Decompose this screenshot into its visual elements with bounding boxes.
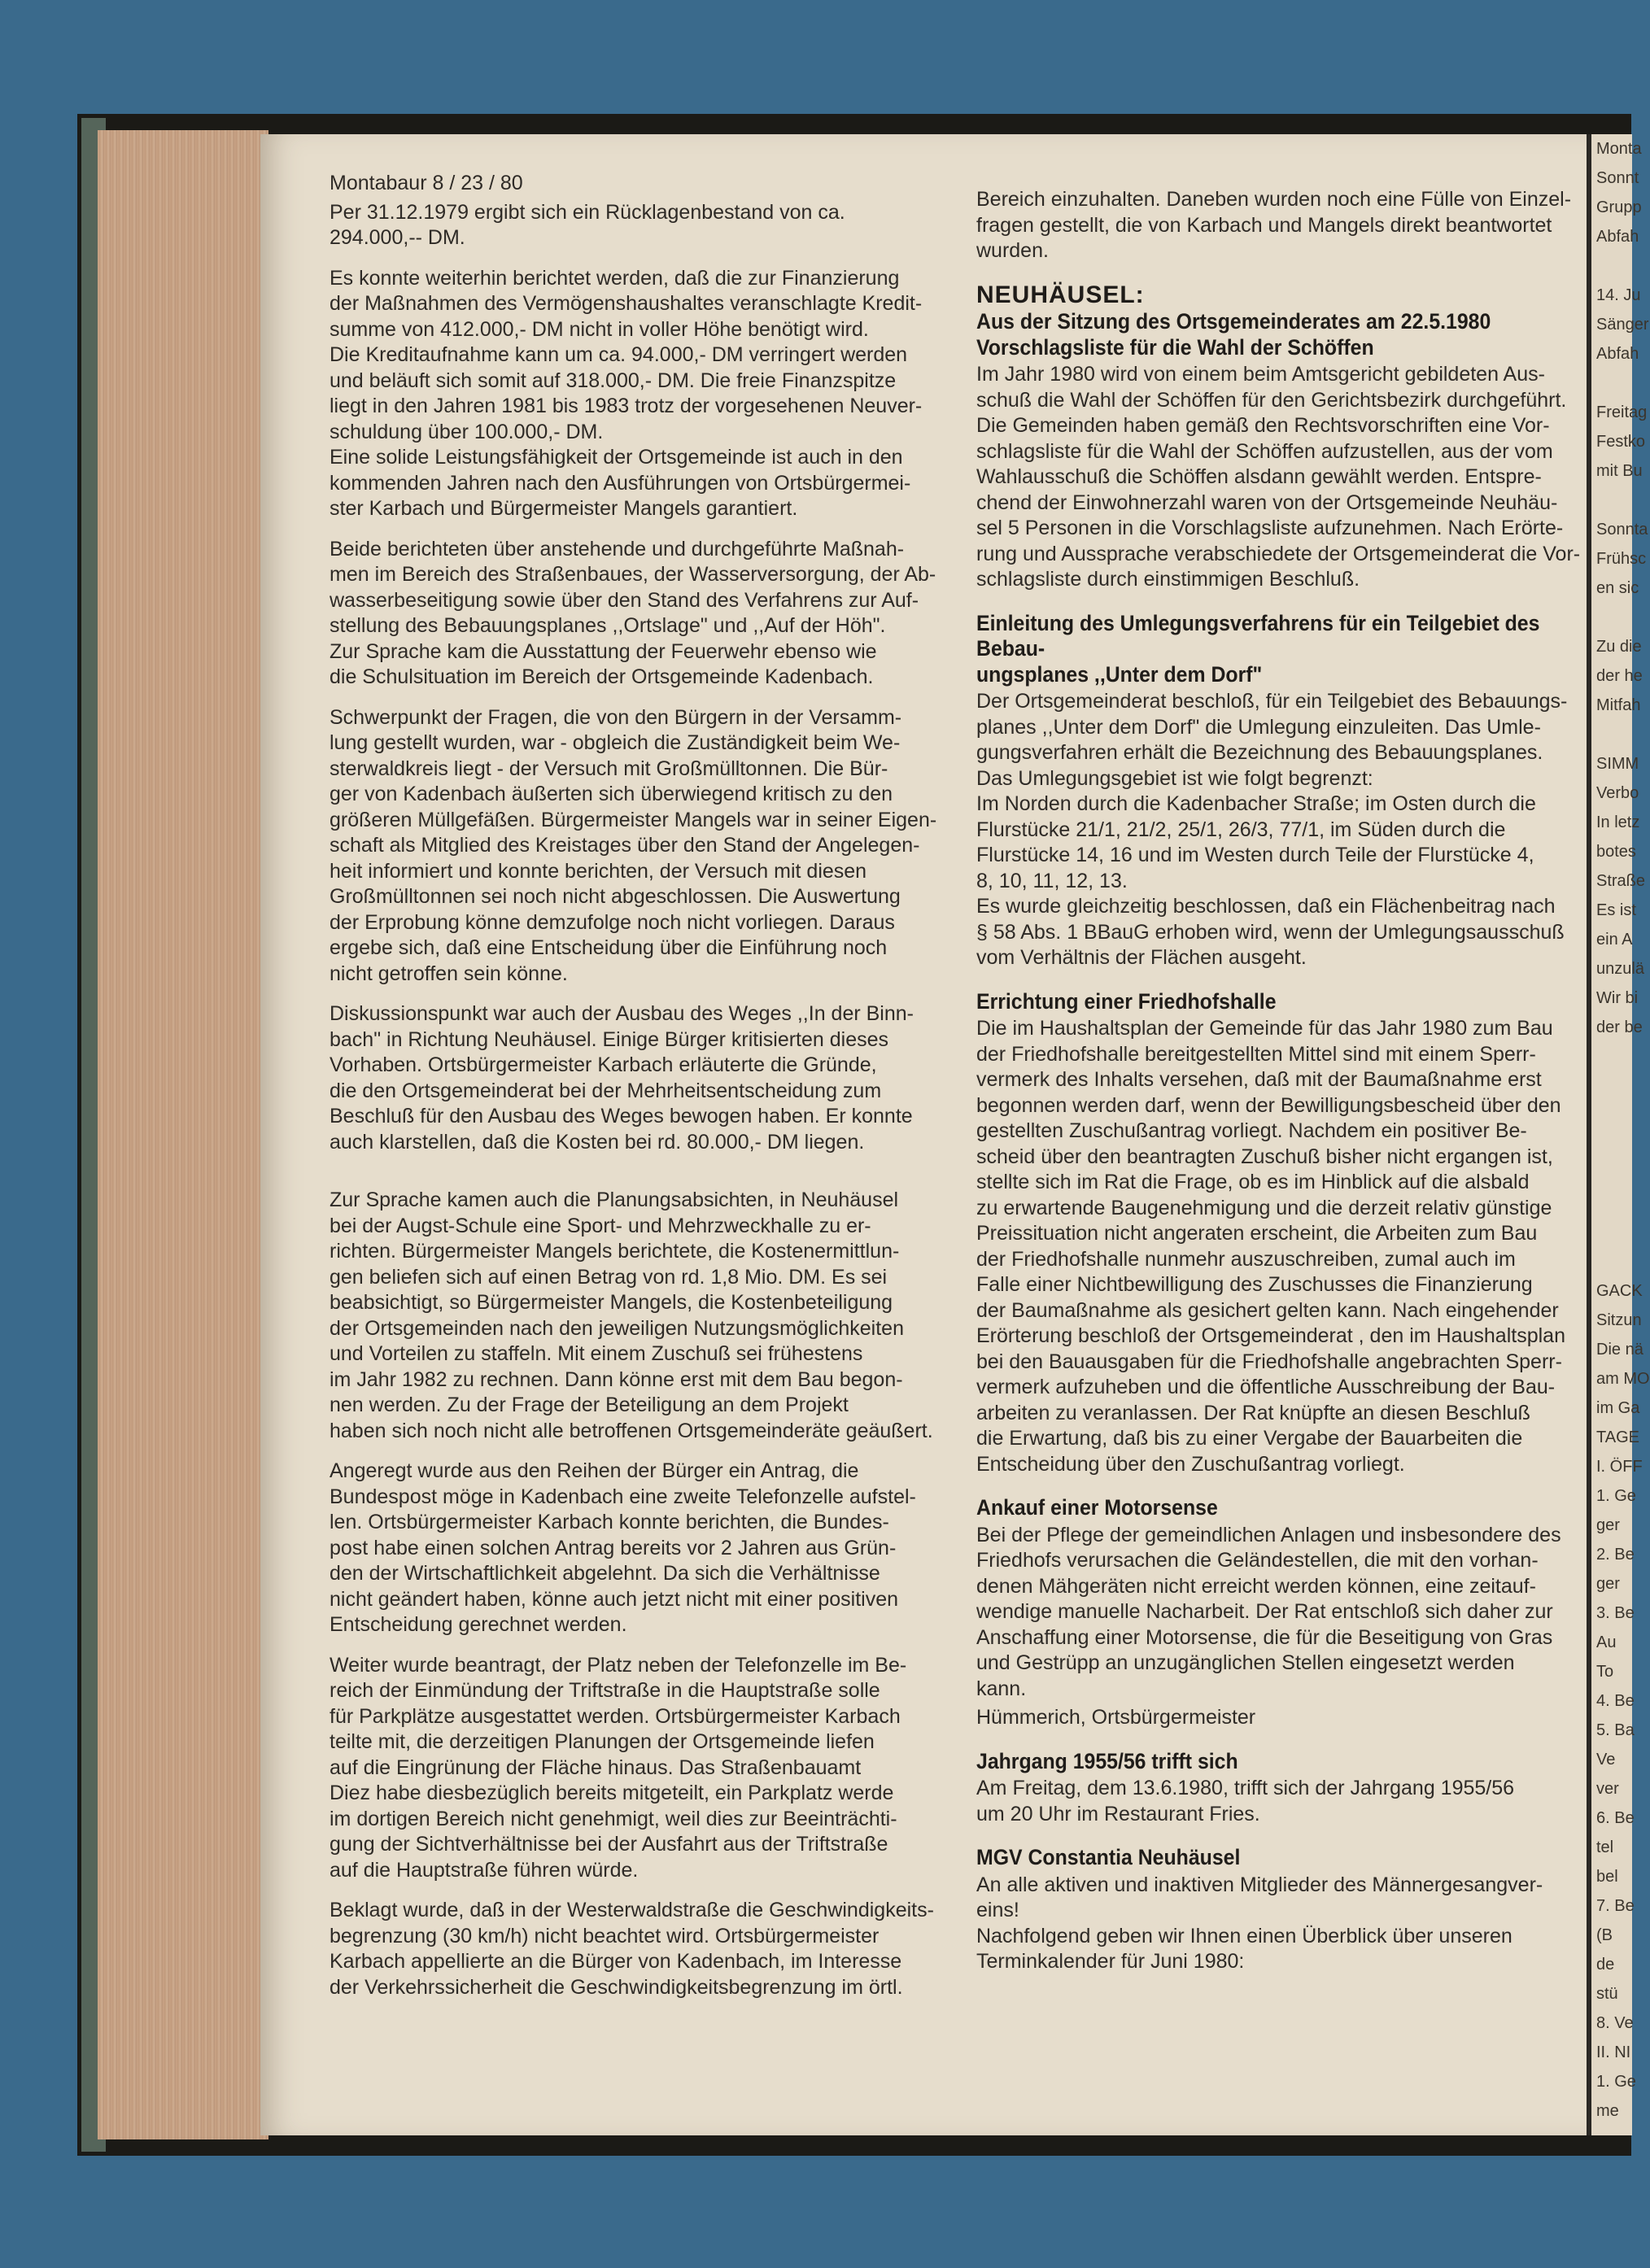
next-page-edge: [1587, 134, 1650, 2135]
next-page-fragment: ein A: [1596, 931, 1633, 949]
next-page-fragment: [1591, 1247, 1632, 1276]
next-page-fragment: 2. Be: [1596, 1546, 1635, 1564]
next-page-fragment: Die nä: [1596, 1341, 1643, 1359]
paragraph: Zur Sprache kamen auch die Planungsabsichten, in Neuhäusel bei der Augst-Schule eine Sport- und Mehrzweckhalle zu er- richten. Bürgermeister Mangels berichtete, die Kostenermittlun- gen beliefen sich auf einen Betrag von rd. 1,8 Mio. DM. Es sei beabsichtigt, so Bürgermeister Mangels, die Kostenbeteiligung der Ortsgemeinden nach den jeweiligen Nutzungsmöglichkeiten und Vorteilen zu staffeln. Mit einem Zuschuß sei frühestens im Jahr 1982 zu rechnen. Dann könne erst mit dem Bau begon- nen werden. Zu der Frage der Beteiligung an dem Projekt haben sich noch nicht alle betroffenen Ortsgemeinderäte geäußert.: [330, 1189, 933, 1442]
next-page-fragment: 8. Ve: [1596, 2014, 1634, 2032]
next-page-fragment: [1591, 486, 1632, 515]
paragraph: Es konnte weiterhin berichtet werden, daß die zur Finanzierung der Maßnahmen des Vermögenshaushaltes veranschlagte Kredit- summe von 412.000,- DM nicht in voller Höhe benötigt wird. Die Kreditaufnahme kann um ca. 94.000,- DM verringert werden und beläuft sich somit auf 318.000,- DM. Die freie Finanzspitze liegt in den Jahren 1981 bis 1983 trotz der vorgesehenen Neuver- schuldung über 100.000,- DM. Eine solide Leistungsfähigkeit der Ortsgemeinde ist auch in den kommenden Jahren nach den Ausführungen von Ortsbürgermei- ster Karbach und Bürgermeister Mangels garantiert.: [330, 266, 923, 520]
next-page-fragment: Verbo: [1596, 784, 1639, 802]
next-page-fragment: mit Bu: [1596, 462, 1643, 480]
paragraph: Schwerpunkt der Fragen, die von den Bürgern in der Versamm- lung gestellt wurden, war - obgleich die Zuständigkeit beim We- sterwaldkreis liegt - der Versuch mit Großmülltonnen. Die Bür- ger von Kadenbach äußerten sich überwiegend kritisch zu den größeren Müllgefäßen. Bürgermeister Mangels war in seiner Eigen- schaft als Mitglied des Kreistages über den Stand der Angelegen- heit informiert und konnte berichten, der Versuch mit diesen Großmülltonnen sei noch nicht abgeschlossen. Die Auswertung der Erprobung könne demzufolge noch nicht vorliegen. Daraus ergebe sich, daß eine Entscheidung über die Einführung noch nicht getroffen sein könne.: [330, 705, 937, 985]
next-page-fragment: Sänger: [1596, 316, 1649, 334]
next-page-fragment: ger: [1596, 1516, 1620, 1534]
next-page-fragment: [1591, 1042, 1632, 1071]
next-page-fragment: GACK: [1596, 1282, 1643, 1300]
next-page-fragment: Straße: [1596, 872, 1646, 890]
next-page-fragment: 14. Ju: [1596, 286, 1641, 304]
next-page-fragment: II. NI: [1596, 2043, 1631, 2061]
next-page-fragment: unzulä: [1596, 960, 1644, 978]
next-page-fragment: de: [1596, 1956, 1615, 1974]
next-page-fragment: en sic: [1596, 579, 1639, 597]
next-page-fragment: Festko: [1596, 433, 1646, 451]
article-heading: Einleitung des Umlegungsverfahrens für ein Teilgebiet des Bebau- ungsplanes ,,Unter dem Dorf": [976, 610, 1540, 687]
next-page-fragment: Frühsc: [1596, 550, 1647, 568]
next-page-fragment: [1591, 603, 1632, 632]
next-page-fragment: Zu die: [1596, 638, 1642, 656]
next-page-fragment: [1591, 1159, 1632, 1189]
next-page-fragment: Wir bi: [1596, 989, 1639, 1007]
next-page-fragment: bel: [1596, 1868, 1618, 1886]
paragraph: Bereich einzuhalten. Daneben wurden noch eine Fülle von Einzel- fragen gestellt, die von Karbach und Mangels direkt beantwortet wurden.: [976, 188, 1572, 262]
next-page-fragment: tel: [1596, 1838, 1614, 1856]
next-page-fragment: [1591, 251, 1632, 281]
next-page-fragment: Es ist: [1596, 901, 1636, 919]
paragraph: Bei der Pflege der gemeindlichen Anlagen und insbesondere des Friedhofs verursachen die Geländestellen, die mit den vorhan- denen Mähgeräten nicht erreicht werden können, eine zeitauf- wendige manuelle Nacharbeit. Der Rat entschloß sich daher zur Anschaffung einer Motorsense, die für die Beseitigung von Gras und Gestrüpp an unzugänglichen Stellen eingesetzt werden kann.: [976, 1523, 1561, 1700]
next-page-fragment: [1591, 1130, 1632, 1159]
next-page-fragment: am MO: [1596, 1370, 1650, 1388]
next-page-fragment: im Ga: [1596, 1399, 1640, 1417]
next-page-fragment: In letz: [1596, 813, 1640, 831]
article-heading: Jahrgang 1955/56 trifft sich: [976, 1748, 1238, 1773]
page-header: Montabaur 8 / 23 / 80: [330, 172, 523, 194]
next-page-fragment: [1591, 1101, 1632, 1130]
paragraph: Per 31.12.1979 ergibt sich ein Rücklagenbestand von ca. 294.000,-- DM.: [330, 200, 845, 249]
article-heading: MGV Constantia Neuhäusel: [976, 1845, 1241, 1869]
next-page-fragment: Abfah: [1596, 345, 1639, 363]
left-column: [330, 171, 972, 2015]
next-page-fragment: 1. Ge: [1596, 2073, 1636, 2091]
article-heading: Aus der Sitzung des Ortsgemeinderates am 22.5.1980 Vorschlagsliste für die Wahl der Schöffen: [976, 309, 1491, 360]
next-page-fragment: [1591, 1071, 1632, 1101]
next-page-fragment: der he: [1596, 667, 1643, 685]
next-page-fragment: TAGE: [1596, 1428, 1639, 1446]
next-page-fragment: 7. Be: [1596, 1897, 1635, 1915]
next-page-fragment: To: [1596, 1663, 1614, 1681]
next-page-fragment: Ve: [1596, 1751, 1616, 1769]
next-page-fragment: 3. Be: [1596, 1604, 1635, 1622]
next-page-fragment: [1591, 1189, 1632, 1218]
paragraph: Weiter wurde beantragt, der Platz neben der Telefonzelle im Be- reich der Einmündung der Triftstraße in die Hauptstraße solle für Parkplätze ausgestattet werden. Ortsbürgermeister Karbach teilte mit, die derzeitigen Planungen der Ortsgemeinde liefen auf die Eingrünung der Fläche hinaus. Das Straßenbauamt Diez habe diesbezüglich bereits mitgeteilt, ein Parkplatz werde im dortigen Bereich nicht genehmigt, weil dies zur Beeinträchti- gung der Sichtverhältnisse bei der Ausfahrt aus der Triftstraße auf die Hauptstraße führen würde.: [330, 1653, 907, 1882]
next-page-fragment: [1591, 720, 1632, 749]
next-page-fragment: stü: [1596, 1985, 1618, 2003]
next-page-fragment: botes: [1596, 843, 1636, 861]
next-page-fragment: [1591, 1218, 1632, 1247]
next-page-fragment: (B: [1596, 1926, 1613, 1944]
next-page-fragment: Abfah: [1596, 228, 1639, 246]
section-title: NEUHÄUSEL:: [976, 281, 1145, 308]
paragraph: Diskussionspunkt war auch der Ausbau des Weges ,,In der Binn- bach" in Richtung Neuhäusel. Einige Bürger kritisierten dieses Vorhaben. Ortsbürgermeister Karbach erläuterte die Gründe, die den Ortsgemeinderat bei der Mehrheitsentscheidung zum Beschluß für den Ausbau des Weges bewogen haben. Er konnte auch klarstellen, daß die Kosten bei rd. 80.000,- DM liegen.: [330, 1002, 914, 1154]
next-page-fragment: I. ÖFF: [1596, 1458, 1643, 1476]
article-heading: Errichtung einer Friedhofshalle: [976, 988, 1277, 1014]
next-page-fragment: Au: [1596, 1633, 1617, 1651]
next-page-fragment: 5. Ba: [1596, 1721, 1635, 1739]
book-page-edges: [98, 130, 268, 2139]
next-page-fragment: 1. Ge: [1596, 1487, 1636, 1505]
paragraph: Angeregt wurde aus den Reihen der Bürger ein Antrag, die Bundespost möge in Kadenbach eine zweite Telefonzelle aufstel- len. Ortsbürgermeister Karbach konnte berichten, die Bundes- post habe einen solchen Antrag bereits vor 2 Jahren aus Grün- den der Wirtschaftlichkeit abgelehnt. Da sich die Verhältnisse nicht geändert haben, könne auch jetzt nicht mit einer positiven Entscheidung gerechnet werden.: [330, 1459, 916, 1636]
signature: Hümmerich, Ortsbürgermeister: [976, 1706, 1256, 1729]
next-page-fragment: Monta: [1596, 140, 1642, 158]
paragraph: Beide berichteten über anstehende und durchgeführte Maßnah- men im Bereich des Straßenbaues, der Wasserversorgung, der Ab- wasserbeseitigung sowie über den Stand des Verfahrens zur Auf- stellung des Bebauungsplanes ,,Ortslage" und ,,Auf der Höh". Zur Sprache kam die Ausstattung der Feuerwehr ebenso wie die Schulsituation im Bereich der Ortsgemeinde Kadenbach.: [330, 537, 936, 688]
paragraph: Im Jahr 1980 wird von einem beim Amtsgericht gebildeten Aus- schuß die Wahl der Schöffen für den Gerichtsbezirk durchgeführt. Die Gemeinden haben gemäß den Rechtsvorschriften eine Vor- schlagsliste für die Wahl der Schöffen aufzustellen, aus der vom Wahlausschuß die Schöffen alsdann gewählt werden. Entspre- chend der Einwohnerzahl waren von der Ortsgemeinde Neuhäu- sel 5 Personen in die Vorschlagsliste aufzunehmen. Nach Erörte- rung und Aussprache verabschiedete der Ortsgemeinderat die Vor- schlagsliste durch einstimmigen Beschluß.: [976, 363, 1581, 591]
next-page-fragment: Mitfah: [1596, 696, 1641, 714]
article-heading: Ankauf einer Motorsense: [976, 1495, 1218, 1520]
next-page-fragment: der be: [1596, 1018, 1643, 1036]
next-page-fragment: Sonnt: [1596, 169, 1639, 187]
next-page-fragment: ger: [1596, 1575, 1620, 1593]
paragraph: Die im Haushaltsplan der Gemeinde für das Jahr 1980 zum Bau der Friedhofshalle bereitgestellten Mittel sind mit einem Sperr- vermerk des Inhalts versehen, daß mit der Baumaßnahme erst begonnen werden darf, wenn der Bewilligungsbescheid über den gestellten Zuschußantrag vorliegt. Nachdem ein positiver Be- scheid über den beantragten Zuschuß bisher nicht ergangen ist, stellte sich im Rat die Frage, ob es im Hinblick auf die alsbald zu erwartende Baugenehmigung und die derzeit relativ günstige Preissituation nicht angeraten erscheint, die Arbeiten zum Bau der Friedhofshalle nunmehr auszuschreiben, zumal auch im Falle einer Nichtbewilligung des Zuschusses die Finanzierung der Baumaßnahme als gesichert gelten kann. Nach eingehender Erörterung beschloß der Ortsgemeinderat , den im Haushaltsplan bei den Bauausgaben für die Friedhofshalle angebrachten Sperr- vermerk aufzuheben und die öffentliche Ausschreibung der Bau- arbeiten zu veranlassen. Der Rat knüpfte an diesen Beschluß die Erwartung, daß bis zu einer Vergabe der Bauarbeiten die Entscheidung über den Zuschußantrag vorliegt.: [976, 1017, 1565, 1476]
next-page-fragment: [1591, 369, 1632, 398]
right-column: [976, 187, 1587, 1990]
paragraph: Beklagt wurde, daß in der Westerwaldstraße die Geschwindigkeits- begrenzung (30 km/h) nicht beachtet wird. Ortsbürgermeister Karbach appellierte an die Bürger von Kadenbach, im Interesse der Verkehrssicherheit die Geschwindigkeitsbegrenzung im örtl.: [330, 1899, 934, 1999]
next-page-fragment: SIMM: [1596, 755, 1639, 773]
paragraph: Am Freitag, dem 13.6.1980, trifft sich der Jahrgang 1955/56 um 20 Uhr im Restaurant Fries.: [976, 1777, 1515, 1825]
next-page-fragment: 4. Be: [1596, 1692, 1635, 1710]
paragraph: Der Ortsgemeinderat beschloß, für ein Teilgebiet des Bebauungs- planes ,,Unter dem Dorf" die Umlegung einzuleiten. Das Umle- gungsverfahren erhält die Bezeichnung des Bebauungsplanes. Das Umlegungsgebiet ist wie folgt begrenzt: Im Norden durch die Kadenbacher Straße; im Osten durch die Flurstücke 21/1, 21/2, 25/1, 26/3, 77/1, im Süden durch die Flurstücke 14, 16 und im Westen durch Teile der Flurstücke 4, 8, 10, 11, 12, 13. Es wurde gleichzeitig beschlossen, daß ein Flächenbeitrag nach § 58 Abs. 1 BBauG erhoben wird, wenn der Umlegungsausschuß vom Verhältnis der Flächen ausgeht.: [976, 690, 1568, 969]
next-page-fragment: ver: [1596, 1780, 1619, 1798]
paragraph: An alle aktiven und inaktiven Mitglieder des Männergesangver- eins! Nachfolgend geben wir Ihnen einen Überblick über unseren Terminkalender für Juni 1980:: [976, 1873, 1543, 1973]
next-page-fragment: Sitzun: [1596, 1311, 1642, 1329]
next-page-fragment: Grupp: [1596, 198, 1642, 216]
next-page-fragment: me: [1596, 2102, 1619, 2120]
next-page-fragment: 6. Be: [1596, 1809, 1635, 1827]
next-page-fragment: Sonnta: [1596, 521, 1648, 539]
next-page-fragment: Freitag: [1596, 403, 1648, 421]
